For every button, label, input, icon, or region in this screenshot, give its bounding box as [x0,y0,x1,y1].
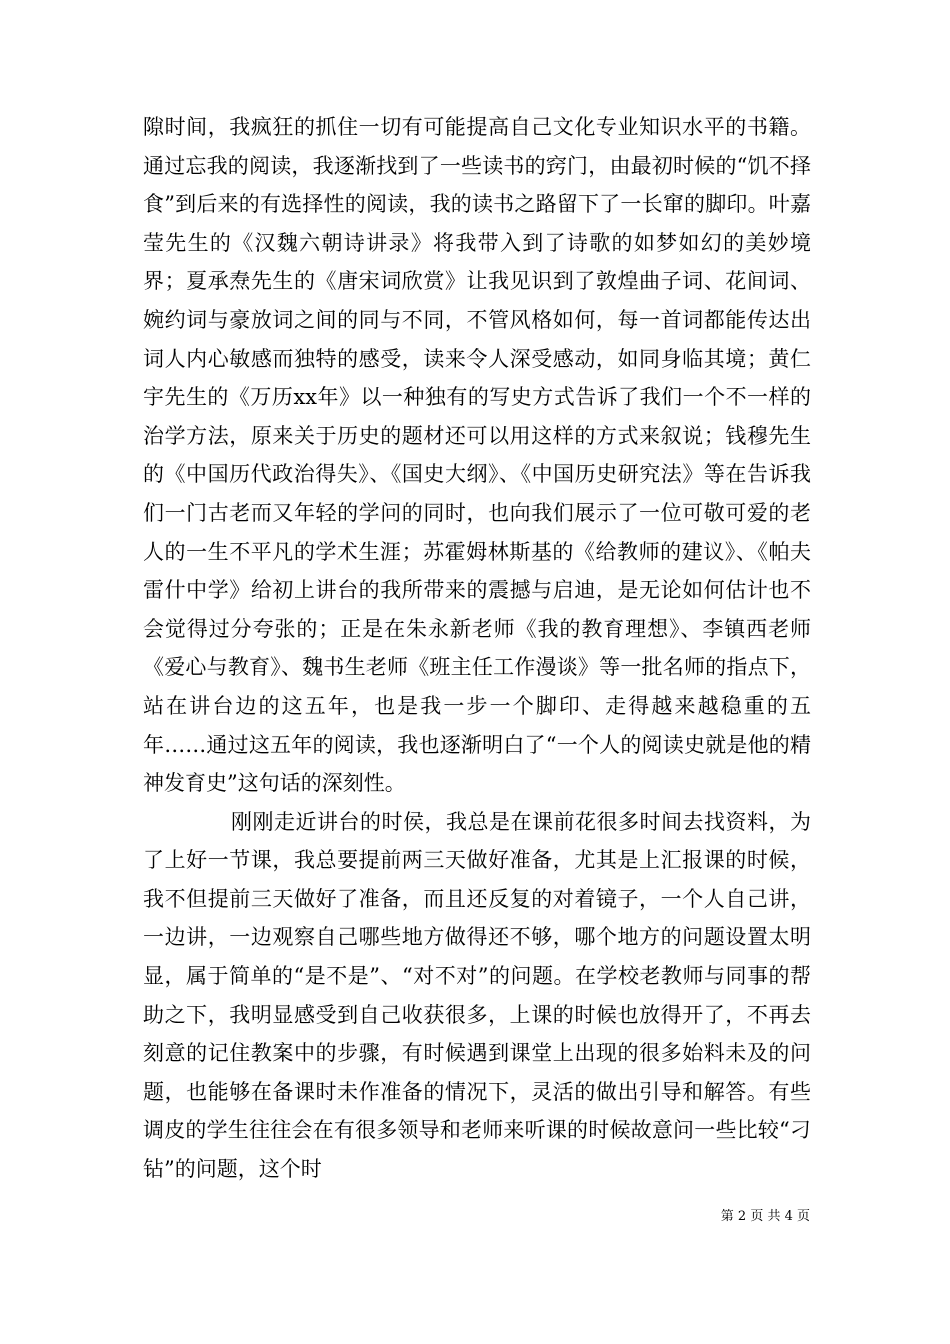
paragraph-teaching-experience: 刚刚走近讲台的时侯，我总是在课前花很多时间去找资料，为了上好一节课，我总要提前两三天做好准备，尤其是上汇报课的时候，我不但提前三天做好了准备，而且还反复的对着镜子，一个人自己讲，一边讲，一边观察自己哪些地方做得还不够，哪个地方的问题设置太明显，属于简单的“是不是”、“对不对”的问题。在学校老教师与同事的帮助之下，我明显感受到自己收获很多，上课的时候也放得开了，不再去刻意的记住教案中的步骤，有时候遇到课堂上出现的很多始料未及的问题，也能够在备课时未作准备的情况下，灵活的做出引导和解答。有些调皮的学生往往会在有很多领导和老师来听课的时候故意问一些比较“刁钻”的问题，这个时 [143,809,811,1182]
page-number-footer: 第 2 页 共 4 页 [720,1209,810,1224]
document-body [143,108,811,1189]
paragraph-reading-history: 隙时间，我疯狂的抓住一切有可能提高自己文化专业知识水平的书籍。通过忘我的阅读，我逐渐找到了一些读书的窍门，由最初时候的“饥不择食”到后来的有选择性的阅读，我的读书之路留下了一长窜的脚印。叶嘉莹先生的《汉魏六朝诗讲录》将我带入到了诗歌的如梦如幻的美妙境界；夏承焘先生的《唐宋词欣赏》让我见识到了敦煌曲子词、花间词、婉约词与豪放词之间的同与不同，不管风格如何，每一首词都能传达出词人内心敏感而独特的感受，读来令人深受感动，如同身临其境；黄仁宇先生的《万历xx年》以一种独有的写史方式告诉了我们一个不一样的治学方法，原来关于历史的题材还可以用这样的方式来叙说；钱穆先生的《中国历代政治得失》、《国史大纲》、《中国历史研究法》等在告诉我们一门古老而又年轻的学问的同时，也向我们展示了一位可敬可爱的老人的一生不平凡的学术生涯；苏霍姆林斯基的《给教师的建议》、《帕夫雷什中学》给初上讲台的我所带来的震撼与启迪，是无论如何估计也不会觉得过分夸张的；正是在朱永新老师《我的教育理想》、李镇西老师《爱心与教育》、魏书生老师《班主任工作漫谈》等一批名师的指点下，站在讲台边的这五年，也是我一步一个脚印、走得越来越稳重的五年……通过这五年的阅读，我也逐渐明白了“一个人的阅读史就是他的精神发育史”这句话的深刻性。 [143,115,811,796]
